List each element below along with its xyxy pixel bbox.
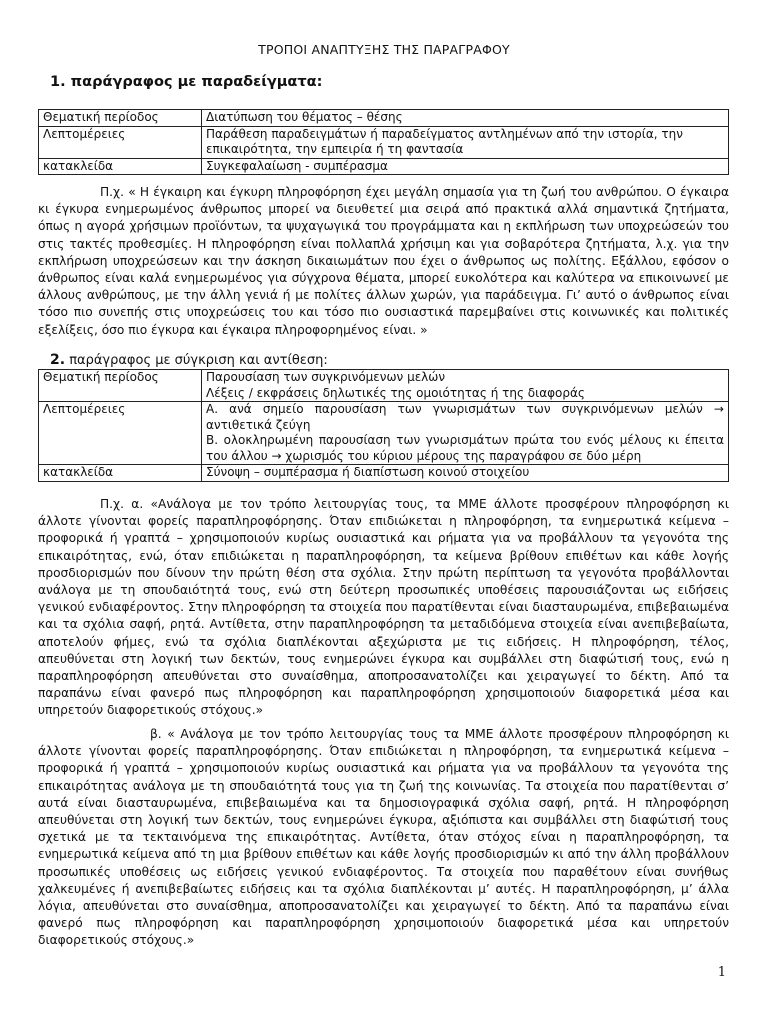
section-1-table	[38, 109, 729, 175]
row-label: κατακλείδα	[39, 465, 202, 482]
section-1-heading	[50, 74, 322, 90]
row-label: Θεματική περίοδος	[39, 110, 202, 127]
row-line: Σύνοψη – συμπέρασμα ή διαπίστωση κοινού στοιχείου	[206, 465, 530, 479]
section-2-heading	[50, 352, 328, 368]
section-1-example	[38, 184, 729, 339]
table-row	[39, 465, 729, 482]
row-text: Παράθεση παραδειγμάτων ή παραδείγματος αντλημένων από την ιστορία, την επικαιρότητα, την εμπειρία ή τη φαντασία	[202, 126, 729, 158]
row-label: Λεπτομέρειες	[39, 402, 202, 465]
section-1-number: 1.	[50, 74, 66, 90]
section-2-table	[38, 369, 729, 482]
table-row	[39, 402, 729, 465]
row-text	[202, 402, 729, 465]
row-text	[202, 370, 729, 402]
row-line: Β. ολοκληρωμένη παρουσίαση των γνωρισμάτων πρώτα του ενός μέλους κι έπειτα του άλλου → χωρισμός του κύριου μέρους της παραγράφου σε δύο μέρη	[206, 433, 724, 463]
section-2-number: 2.	[50, 352, 66, 368]
row-line: Παρουσίαση των συγκρινόμενων μελών	[206, 370, 446, 384]
page-number: 1	[717, 965, 726, 980]
table-row	[39, 126, 729, 158]
table-row	[39, 110, 729, 127]
section-2-heading-text: παράγραφος με σύγκριση και αντίθεση:	[69, 353, 328, 368]
section-2-example-b-text: β. « Ανάλογα με τον τρόπο λειτουργίας τους τα ΜΜΕ άλλοτε προσφέρουν πληροφόρηση κι άλλοτε γίνονται φορείς παραπληροφόρησης. Όταν επιδιώκεται η πληροφόρηση, τα ενημερωτικά κείμενα – προφορικά ή γραπτά – χρησιμοποιούν κυρίως ουσιαστικά και ρήματα για να προβάλλουν τα γεγονότα της επικαιρότητας ανάλογα με τη σπουδαιότητά τους για τη ζωή της κοινωνίας. Τα στοιχεία που παρατίθενται σ’ αυτά είναι διασταυρωμένα, επιβεβαιωμένα και τα δημοσιογραφικά σχόλια σαφή, ρητά. Η πληροφόρηση απευθύνεται στη λογική των δεκτών, τους ενημερώνει έγκυρα, αξιόπιστα και συμβάλλει στη διαφώτισή τους σχετικά με τα τεκταινόμενα της επικαιρότητας. Αντίθετα, όταν στόχος είναι η παραπληροφόρηση, τα ενημερωτικά κείμενα από τη μια βρίθουν επιθέτων και κάθε λογής προσδιορισμών κι από την άλλη προβάλλουν προσωπικές υποθέσεις ως ειδήσεις γενικού ενδιαφέροντος. Τα στοιχεία που παραθέτουν είναι συνήθως χαλκευμένες ή ανεπιβεβαίωτες ειδήσεις και τα σχόλια διαπλέκονται μ’ αυτές. Η παραπληροφόρηση, μ’ άλλα λόγια, απευθύνεται στο συναίσθημα, αποπροσανατολίζει και χειραγωγεί το δέκτη. Από τα παραπάνω είναι φανερό πως πληροφόρηση και παραπληροφόρηση χρησιμοποιούν διαφορετικά μέσα και υπηρετούν διαφορετικούς στόχους.»	[38, 727, 729, 948]
section-2-example-b	[38, 726, 729, 950]
section-2-example-a	[38, 496, 729, 720]
row-line: Α. ανά σημείο παρουσίαση των γνωρισμάτων των συγκρινόμενων μελών → αντιθετικά ζεύγη	[206, 402, 724, 432]
row-label: Θεματική περίοδος	[39, 370, 202, 402]
document-title: ΤΡΟΠΟΙ ΑΝΑΠΤΥΞΗΣ ΤΗΣ ΠΑΡΑΓΡΑΦΟΥ	[258, 42, 510, 57]
section-2-example-a-text: Π.χ. α. «Ανάλογα με τον τρόπο λειτουργίας τους, τα ΜΜΕ άλλοτε προσφέρουν πληροφόρηση κι άλλοτε γίνονται φορείς παραπληροφόρησης. Όταν επιδιώκεται η πληροφόρηση, τα ενημερωτικά κείμενα – προφορικά ή γραπτά – χρησιμοποιούν κυρίως ουσιαστικά και ρήματα για να προβάλλουν τα γεγονότα της επικαιρότητας, ενώ, όταν επιδιώκεται η παραπληροφόρηση, τα κείμενα βρίθουν επιθέτων και κάθε λογής προσδιορισμών που δίνουν την πρώτη θέση στα σχόλια. Στην πρώτη περίπτωση τα γεγονότα προβάλλονται ανάλογα με τη σπουδαιότητά τους, ενώ στη δεύτερη προσωπικές υποθέσεις παρουσιάζονται ως ειδήσεις γενικού ενδιαφέροντος. Στην πληροφόρηση τα στοιχεία που παρατίθενται είναι διασταυρωμένα, επιβεβαιωμένα και τα σχόλια σαφή, ρητά. Αντίθετα, στην παραπληροφόρηση τα μεταδιδόμενα στοιχεία είναι ανεπιβεβαίωτα, αποτελούν φήμες, ενώ τα σχόλια διαπλέκονται αξεχώριστα με τις ειδήσεις. Η πληροφόρηση, τέλος, απευθύνεται στη λογική των δεκτών, τους ενημερώνει έγκυρα και συμβάλλει στη διαφώτισή τους, ενώ η παραπληροφόρηση απευθύνεται στο συναίσθημα, αποπροσανατολίζει και χειραγωγεί το δέκτη. Από τα παραπάνω είναι φανερό πως πληροφόρηση και παραπληροφόρηση χρησιμοποιούν διαφορετικά μέσα και υπηρετούν διαφορετικούς στόχους.»	[38, 497, 729, 718]
table-row	[39, 370, 729, 402]
row-text: Διατύπωση του θέματος – θέσης	[202, 110, 729, 127]
section-1-example-text: Π.χ. « Η έγκαιρη και έγκυρη πληροφόρηση έχει μεγάλη σημασία για τη ζωή του ανθρώπου. Ο έγκαιρα κι έγκυρα ενημερωμένος άνθρωπος μπορεί να διευθετεί μια σειρά από πρακτικά αλλά σημαντικά ζητήματα, όπως η αγορά χρήσιμων προϊόντων, τα ψυχαγωγικά του προγράμματα και η εκπλήρωση των υποχρεώσεών του στις τακτές προθεσμίες. Η πληροφόρηση είναι πολλαπλά χρήσιμη και για σοβαρότερα ζητήματα, λ.χ. για την εκπλήρωση υποχρεώσεων και την άσκηση δικαιωμάτων που έχει ο άνθρωπος ως πολίτης. Εξάλλου, εφόσον ο άνθρωπος είναι καλά ενημερωμένος για σύγχρονα θέματα, μπορεί ευκολότερα και καλύτερα να επικοινωνεί με άλλους ανθρώπους, με την άλλη γενιά ή με πολίτες άλλων χωρών, για παράδειγμα. Γι’ αυτό ο άνθρωπος είναι τόσο πιο συνεπής στις υποχρεώσεις του και τόσο πιο ουσιαστικά παρεμβαίνει στις κοινωνικές και πολιτικές εξελίξεις, όσο πιο έγκυρα και έγκαιρα πληροφορημένος είναι. »	[38, 185, 729, 337]
section-1-heading-text: παράγραφος με παραδείγματα:	[70, 74, 323, 90]
row-line: Λέξεις / εκφράσεις δηλωτικές της ομοιότητας ή της διαφοράς	[206, 385, 585, 400]
row-text	[202, 465, 729, 482]
row-label: κατακλείδα	[39, 158, 202, 175]
row-text: Συγκεφαλαίωση - συμπέρασμα	[202, 158, 729, 175]
row-label: Λεπτομέρειες	[39, 126, 202, 158]
table-row	[39, 158, 729, 175]
